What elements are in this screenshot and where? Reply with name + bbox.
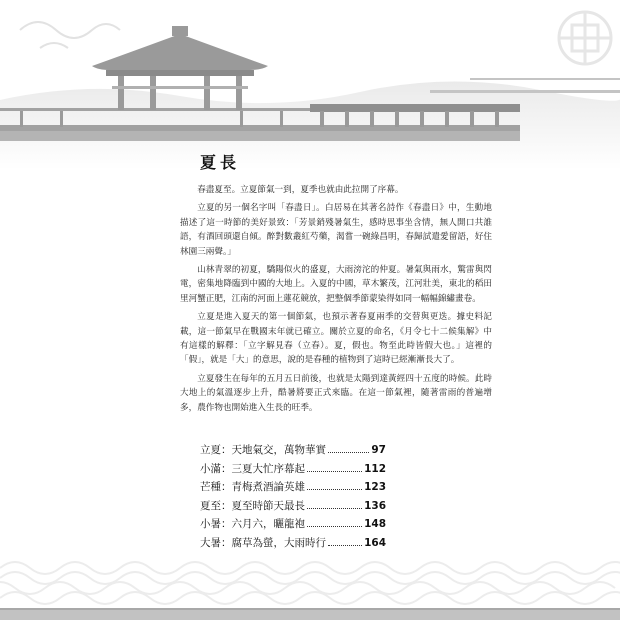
chapter-body — [180, 183, 492, 415]
toc-entry[interactable] — [200, 461, 386, 480]
chapter-title: 夏長 — [200, 153, 241, 172]
toc-entry[interactable] — [200, 535, 386, 554]
toc-entry[interactable] — [200, 442, 386, 461]
toc-description: 六月六，曬龍袍 — [231, 518, 305, 530]
toc-separator: ： — [221, 462, 232, 475]
toc-leader — [328, 545, 362, 546]
toc-leader — [307, 471, 362, 472]
toc-page-number: 97 — [371, 444, 386, 456]
toc-page-number: 148 — [364, 518, 386, 530]
toc-description: 天地氣交，萬物華實 — [231, 444, 326, 456]
toc-page-number: 112 — [364, 462, 386, 475]
toc-term: 小暑 — [200, 518, 221, 530]
toc-separator: ： — [221, 536, 232, 549]
toc-leader — [307, 489, 362, 490]
toc-description: 腐草為螢，大雨時行 — [231, 536, 326, 549]
toc-term: 小滿 — [200, 462, 221, 475]
toc-term: 大暑 — [200, 536, 221, 549]
paragraph: 春盡夏至。立夏節氣一到，夏季也就由此拉開了序幕。 — [197, 185, 404, 195]
toc-entry[interactable] — [200, 498, 386, 517]
paragraph: 山林青翠的初夏，驕陽似火的盛夏，大雨滂沱的仲夏。暑氣與雨水，驚雷與閃電，密集地降臨到中國的大地上。入夏的中國，草木繁茂，江河壯美，東北的稻田里河蟹正肥，江南的河面上蓮花競放，把整個季節蒙染得如同一幅幅錦繡畫卷。 — [180, 265, 492, 304]
paragraph: 立夏的另一個名字叫「春盡日」。白居易在其著名詩作《春盡日》中，生動地描述了這一時節的美好景致：「芳景銷殘暑氣生，感時思事坐含情，無人開口共誰語，有酒回頭還自傾。醉對數叢紅芍藥，渴嘗一碗綠昌明，春歸試遣愛留語，好住林園三兩聲。」 — [180, 203, 492, 257]
lattice-ornament-icon — [559, 12, 611, 64]
toc-separator: ： — [221, 518, 232, 530]
toc-term: 夏至 — [200, 499, 221, 512]
toc-page-number: 123 — [364, 481, 386, 493]
paragraph: 立夏是進入夏天的第一個節氣，也預示著春夏兩季的交替與更迭。據史料記載，這一節氣早在戰國末年就已確立。關於立夏的命名，《月令七十二候集解》中有這樣的解釋：「立字解見春（立春）。夏，假也。物至此時皆假大也。」這裡的「假」，就是「大」的意思，說的是春種的植物到了這時已經漸漸長大了。 — [180, 312, 492, 366]
toc-page-number: 164 — [364, 536, 386, 549]
pavilion-header-illustration — [0, 0, 620, 170]
toc-description: 三夏大忙序幕起 — [231, 462, 305, 475]
cloud-scroll-icon — [20, 22, 120, 48]
toc-leader — [328, 452, 369, 453]
toc-separator: ： — [221, 444, 232, 456]
toc-separator: ： — [221, 499, 232, 512]
toc-leader — [307, 508, 362, 509]
toc-description: 夏至時節天最長 — [231, 499, 305, 512]
wave-pattern-footer — [0, 556, 620, 620]
toc-leader — [307, 526, 362, 527]
toc-description: 青梅煮酒論英雄 — [231, 481, 305, 493]
toc-separator: ： — [221, 481, 232, 493]
table-of-contents — [200, 442, 386, 553]
toc-entry[interactable] — [200, 479, 386, 498]
toc-page-number: 136 — [364, 499, 386, 512]
paragraph: 立夏發生在每年的五月五日前後，也就是太陽到達黃經四十五度的時候。此時大地上的氣溫逐步上升，酷暑將要正式來臨。在這一節氣裡，隨著雷雨的普遍增多，農作物也開始進入生長的旺季。 — [180, 373, 492, 413]
toc-term: 芒種 — [200, 481, 221, 493]
toc-term: 立夏 — [200, 444, 221, 456]
toc-entry[interactable] — [200, 516, 386, 535]
wave-pattern-icon — [0, 562, 620, 604]
